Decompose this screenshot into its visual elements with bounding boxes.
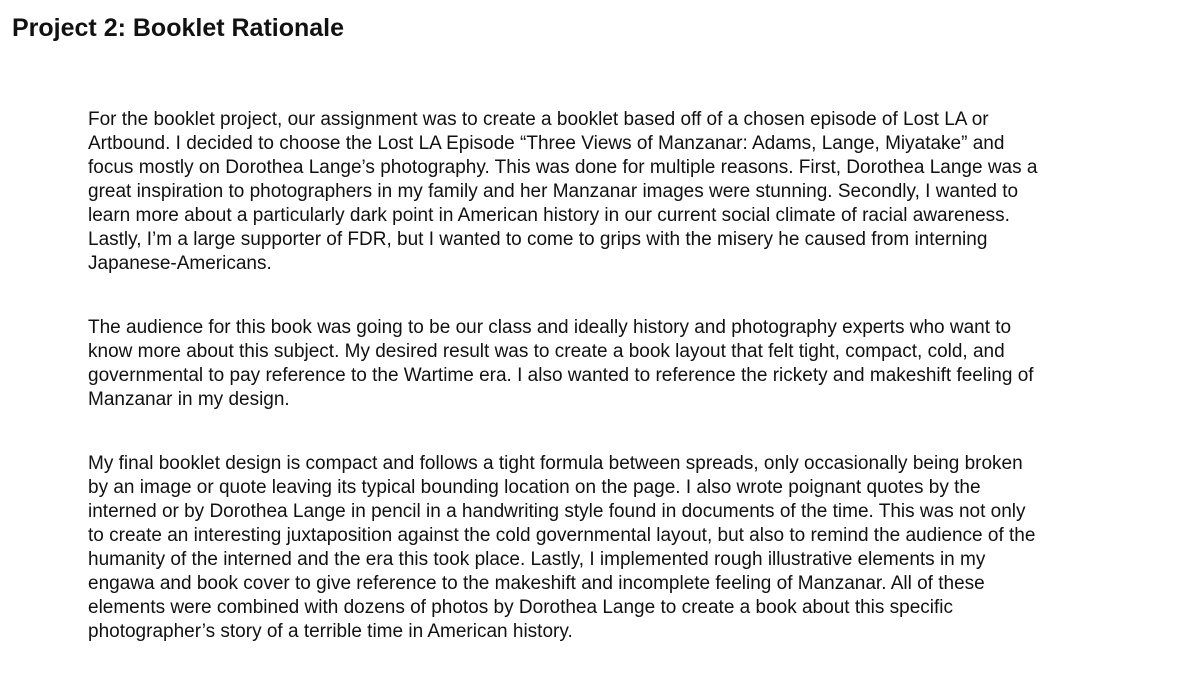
paragraph-audience: The audience for this book was going to be our class and ideally history and photography experts who want to know more about this subject. My desired result was to create a book layout that felt tight, compact, cold, and governmental to pay reference to the Wartime era. I also wanted to reference the rickety and makeshift feeling of Manzanar in my design. [88, 317, 1034, 410]
paragraph-assignment: For the booklet project, our assignment was to create a booklet based off of a chosen episode of Lost LA or Artbound. I decided to choose the Lost LA Episode “Three Views of Manzanar: Adams, Lange, Miyatake” and focus mostly on Dorothea Lange’s photography. This was done for multiple reasons. First, Dorothea Lange was a great inspiration to photographers in my family and her Manzanar images were stunning. Secondly, I wanted to learn more about a particularly dark point in American history in our current social climate of racial awareness. Lastly, I’m a large supporter of FDR, but I wanted to come to grips with the misery he caused from interning Japanese-Americans. [88, 109, 1038, 274]
paragraph-final-design: My final booklet design is compact and follows a tight formula between spreads, only occasionally being broken by an image or quote leaving its typical bounding location on the page. I also wrote poignant quotes by the interned or by Dorothea Lange in pencil in a handwriting style found in documents of the time. This was not only to create an interesting juxtaposition against the cold governmental layout, but also to remind the audience of the humanity of the interned and the era this took place. Lastly, I implemented rough illustrative elements in my engawa and book cover to give reference to the makeshift and incomplete feeling of Manzanar. All of these elements were combined with dozens of photos by Dorothea Lange to create a book about this specific photographer’s story of a terrible time in American history. [88, 453, 1036, 642]
page-title: Project 2: Booklet Rationale [12, 14, 345, 42]
document-body [88, 108, 1168, 644]
